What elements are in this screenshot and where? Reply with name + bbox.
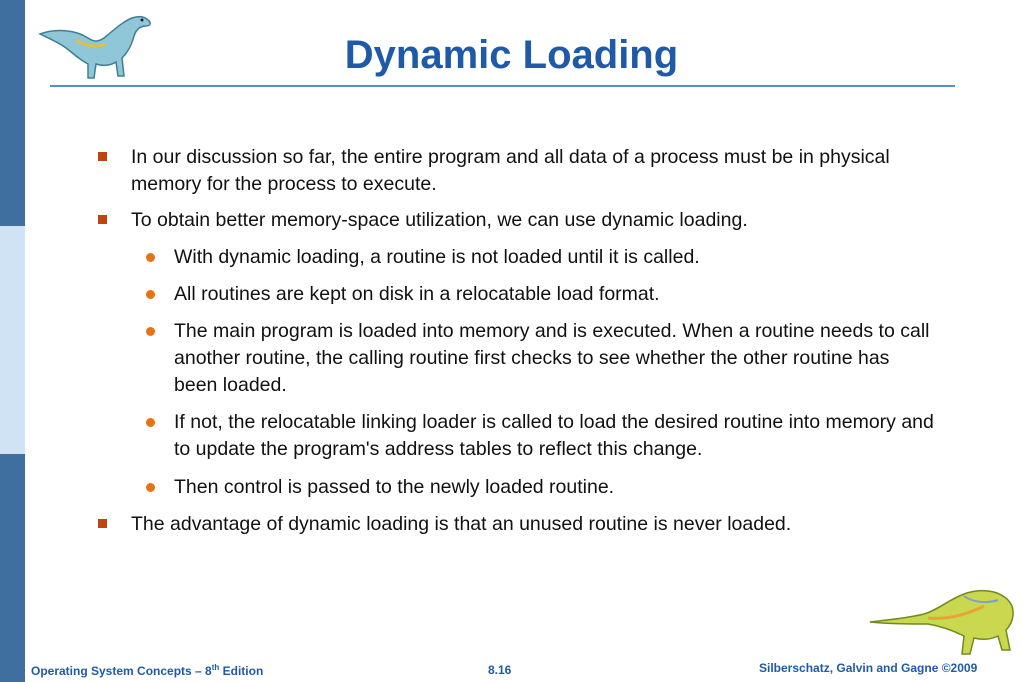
bullet-dot-icon: [146, 483, 155, 492]
bullet-square-icon: [98, 519, 107, 528]
bullet-item: The advantage of dynamic loading is that an unused routine is never loaded.: [131, 513, 792, 535]
sidebar-band-bottom: [0, 454, 25, 682]
sub-bullet-item: All routines are kept on disk in a relocatable load format.: [174, 283, 660, 305]
bullet-item: In our discussion so far, the entire program and all data of a process must be in physical memory for the process to execute.: [131, 146, 890, 195]
sub-bullet-item: The main program is loaded into memory and is executed. When a routine needs to call another routine, the calling routine first checks to see whether the other routine has been loaded.: [174, 320, 930, 396]
dinosaur-icon: [868, 584, 1018, 658]
footer-book: Operating System Concepts – 8: [31, 664, 212, 678]
page-title: Dynamic Loading: [344, 33, 679, 77]
footer-authors: Silberschatz, Galvin and Gagne ©2009: [759, 661, 978, 675]
bullet-dot-icon: [146, 327, 155, 336]
bullet-item: To obtain better memory-space utilization, we can use dynamic loading.: [131, 209, 748, 231]
sub-bullet-item: Then control is passed to the newly loaded routine.: [174, 476, 615, 498]
sub-bullet-item: With dynamic loading, a routine is not loaded until it is called.: [174, 246, 700, 268]
title-divider: [50, 85, 955, 87]
footer-superscript: th: [211, 663, 220, 672]
bullet-square-icon: [98, 215, 107, 224]
footer-edition: Edition: [219, 664, 264, 678]
sidebar: [0, 0, 25, 682]
sidebar-band-middle: [0, 226, 25, 454]
bullet-dot-icon: [146, 253, 155, 262]
bullet-dot-icon: [146, 290, 155, 299]
page-number: 8.16: [488, 663, 512, 677]
bullet-square-icon: [98, 152, 107, 161]
sub-bullet-item: If not, the relocatable linking loader is called to load the desired routine into memory and to update the program's address tables to reflect this change.: [174, 411, 934, 460]
footer-book-title: [31, 663, 263, 678]
bullet-dot-icon: [146, 418, 155, 427]
